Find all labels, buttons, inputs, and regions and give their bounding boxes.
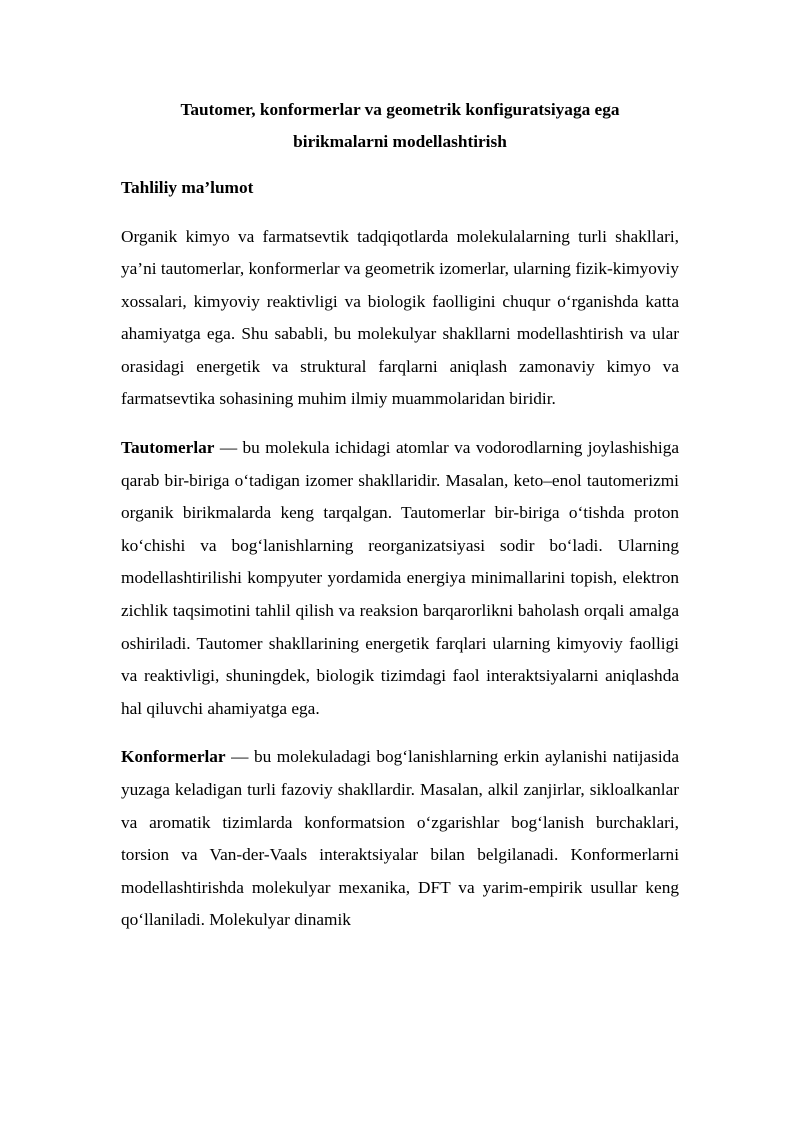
tautomer-text: — bu molekula ichidagi atomlar va vodorodlarning joylashishiga qarab bir-biriga o‘tadigan izomer shakllaridir. Masalan, keto–enol tautomerizmi organik birikmalarda keng tarqalgan. Tautomerlar bir-biriga o‘tishda proton ko‘chishi va bog‘lanishlarning reorganizatsiyasi sodir bo‘ladi. Ularning modellashtirilishi kompyuter yordamida energiya minimallarini topish, elektron zichlik taqsimotini tahlil qilish va reaksion barqarorlikni baholash orqali amalga oshiriladi. Tautomer shakllarining energetik farqlari ularning kimyoviy faolligi va reaktivligi, shuningdek, biologik tizimdagi faol interaktsiyalarni aniqlashda hal qiluvchi ahamiyatga ega. [121, 438, 679, 718]
tautomer-term: Tautomerlar [121, 438, 215, 458]
intro-paragraph: Organik kimyo va farmatsevtik tadqiqotlarda molekulalarning turli shakllari, ya’ni tautomerlar, konformerlar va geometrik izomerlar, ularning fizik-kimyoviy xossalari, kimyoviy reaktivligi va biologik faolligini chuqur o‘rganishda katta ahamiyatga ega. Shu sababli, bu molekulyar shakllarni modellashtirish va ular orasidagi energetik va struktural farqlarni aniqlash zamonaviy kimyo va farmatsevtika sohasining muhim ilmiy muammolaridan biridir. [121, 226, 679, 409]
konformer-paragraph [121, 741, 679, 937]
title-line-1: Tautomer, konformerlar va geometrik konfiguratsiyaga ega [180, 100, 620, 119]
section-heading: Tahliliy ma’lumot [121, 178, 254, 197]
konformer-term: Konformerlar [121, 747, 226, 767]
document-body [121, 94, 679, 937]
title-line-2: birikmalarni modellashtirish [293, 132, 507, 151]
document-title [121, 94, 679, 158]
tautomer-paragraph [121, 432, 679, 725]
konformer-text: — bu molekuladagi bog‘lanishlarning erkin aylanishi natijasida yuzaga keladigan turli fazoviy shakllardir. Masalan, alkil zanjirlar, sikloalkanlar va aromatik tizimlarda konformatsion o‘zgarishlar bog‘lanish burchaklari, torsion va Van-der-Vaals interaktsiyalar bilan belgilanadi. Konformerlarni modellashtirishda molekulyar mexanika, DFT va yarim-empirik usullar keng qo‘llaniladi. Molekulyar dinamik [121, 747, 679, 930]
